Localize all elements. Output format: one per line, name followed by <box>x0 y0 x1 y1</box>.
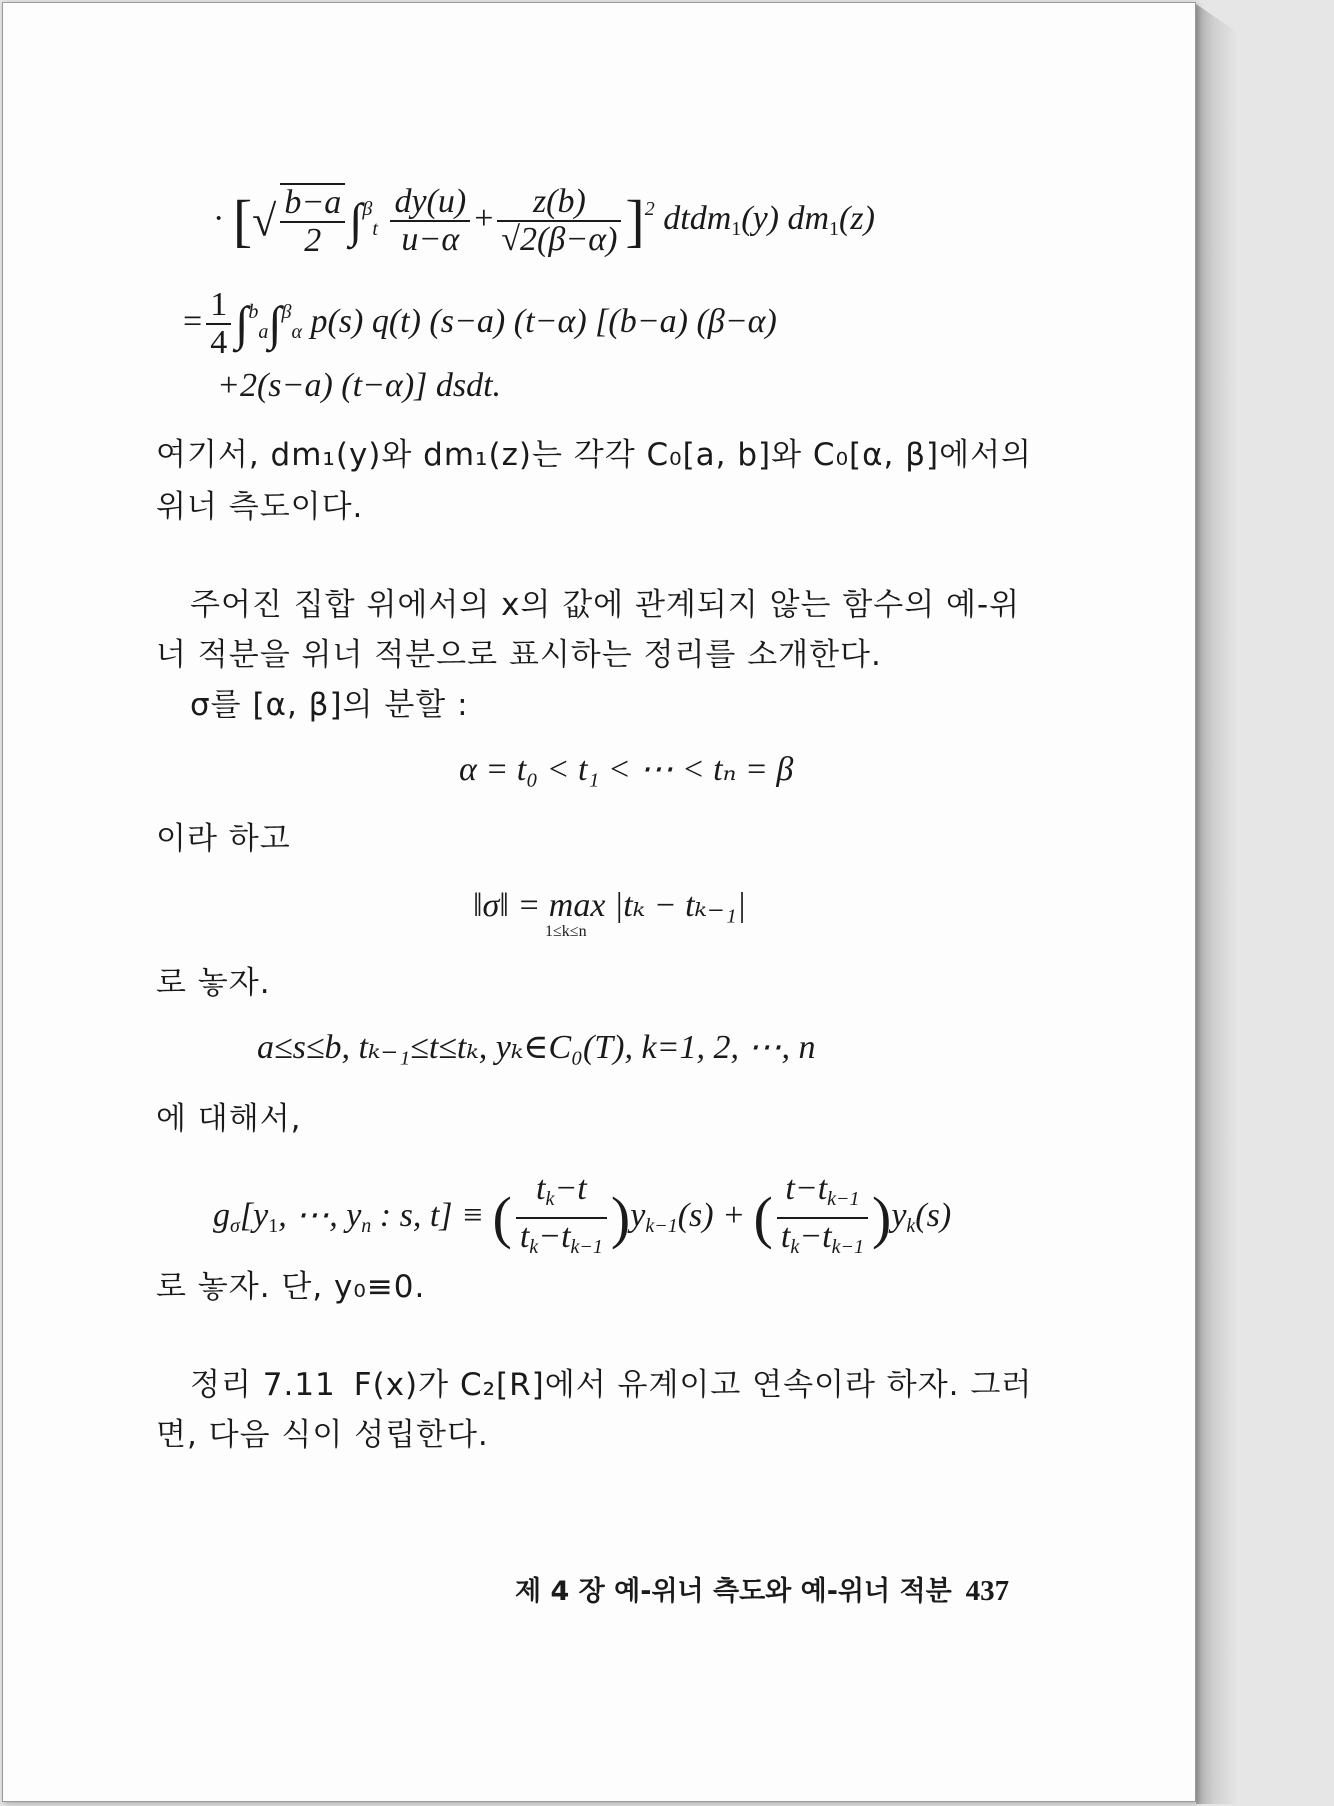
theorem-line-2 <box>156 1409 489 1461</box>
theorem-text-2: 면, 다음 식이 성립한다. <box>156 1417 489 1453</box>
equation-norm-subscript-text: 1≤k≤n <box>545 923 587 940</box>
equation-conditions-text: a≤s≤b, tₖ₋₁≤t≤tₖ, yₖ∈C₀(T), k=1, 2, ⋯, n <box>257 1029 816 1066</box>
text-irahago-label: 이라 하고 <box>156 821 291 857</box>
equation-norm <box>473 885 746 925</box>
theorem-line-1 <box>190 1359 1032 1411</box>
paragraph-intro-line-1 <box>190 579 1020 631</box>
text-irahago <box>156 813 291 865</box>
equation-norm-text: ‖σ‖ = max |tₖ − tₖ₋₁| <box>473 887 747 924</box>
paragraph-where-line-1 <box>156 429 1032 481</box>
equation-conditions <box>257 1027 816 1067</box>
text-edaehaeseo <box>156 1093 302 1145</box>
paragraph-where-text-2: 위너 측도이다. <box>156 489 364 525</box>
equation-line-3 <box>217 367 501 405</box>
paragraph-where-line-2 <box>156 481 363 533</box>
theorem-label: 정리 7.11 <box>190 1367 336 1403</box>
text-edaehaeseo-label: 에 대해서, <box>156 1101 302 1137</box>
paragraph-intro-line-2 <box>156 629 882 681</box>
paragraph-intro-text-2: 너 적분을 위너 적분으로 표시하는 정리를 소개한다. <box>156 637 882 673</box>
text-ronotja-label: 로 놓자. <box>156 965 271 1001</box>
book-page <box>2 2 1196 1802</box>
theorem-text-1: F(x)가 C₂[R]에서 유계이고 연속이라 하자. 그러 <box>353 1367 1033 1403</box>
equation-line-1: · [√ $\frac{b-a}{2}$ ∫$^\beta_t$ $\frac{dy(u)}{u-\alpha}$ + $\frac{z(b)}{√2(\beta-\alpha)}$ ]$^2$ dtdm$_1$(y) $dm_1(z)$ <box>213 183 875 259</box>
paragraph-intro-text-3: σ를 [α, β]의 분할 : <box>190 687 469 723</box>
paragraph-intro-line-3 <box>190 679 469 731</box>
page-number: 437 <box>965 1575 1010 1607</box>
equation-line-2: = $\frac{1}{4}$ ∫$^b_a$∫$^\beta_\alpha$ p(s) q(t) (s−a) (t−α) [(b−a) (β−α) <box>183 286 777 361</box>
page-edge <box>1196 4 1240 1804</box>
text-ronotja <box>156 957 271 1009</box>
text-dan <box>156 1261 425 1313</box>
equation-g-sigma: $g_\sigma[y_1$, ⋯, $y_n$ : s, t] ≡ ( $\frac{t_k-t}{t_k-t_{k-1}}$ )$y_{k-1}(s)$ + ( $\frac{t-t_{k-1}}{t_k-t_{k-1}}$ )$y_k(s)$ <box>213 1170 952 1258</box>
equation-line-3-text: +2(s−a) (t−α)] dsdt. <box>217 367 502 404</box>
equation-partition <box>459 749 793 789</box>
running-head: 제 4 장 예-위너 측도와 예-위너 적분 <box>515 1576 952 1607</box>
paragraph-where-text-1: 여기서, dm₁(y)와 dm₁(z)는 각각 C₀[a, b]와 C₀[α, β]에서의 <box>156 437 1032 473</box>
page-footer <box>515 1569 1009 1608</box>
equation-norm-subscript <box>545 923 587 941</box>
equation-partition-text: α = t₀ < t₁ < ⋯ < tₙ = β <box>459 751 794 788</box>
text-dan-label: 로 놓자. 단, y₀≡0. <box>156 1269 426 1305</box>
paragraph-intro-text-1: 주어진 집합 위에서의 x의 값에 관계되지 않는 함수의 예-위 <box>190 587 1021 623</box>
